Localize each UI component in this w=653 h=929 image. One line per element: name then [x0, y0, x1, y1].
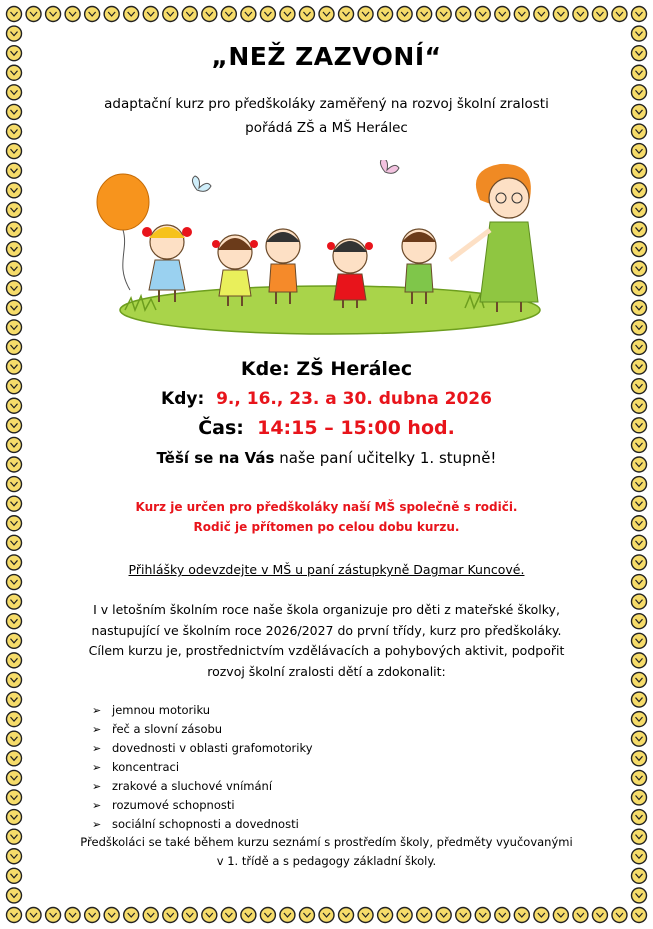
clock-border-icon	[475, 7, 490, 22]
closing-line: Předškoláci se také během kurzu seznámí s prostředím školy, předměty vyučovanými	[80, 835, 573, 849]
paragraph-line: Cílem kurzu je, prostřednictvím vzdělávacích a pohybových aktivit, podpořit	[88, 643, 565, 658]
clock-border-icon	[7, 731, 22, 746]
clock-border-icon	[632, 261, 647, 276]
clock-border-icon	[26, 7, 41, 22]
child-figure	[212, 235, 258, 306]
arrow-bullet-icon: ➢	[92, 723, 102, 736]
clock-border-icon	[514, 908, 529, 923]
clock-border-icon	[65, 7, 80, 22]
arrow-bullet-icon: ➢	[92, 704, 102, 717]
clock-border-icon	[592, 7, 607, 22]
clock-border-icon	[241, 908, 256, 923]
child-figure	[327, 239, 373, 308]
clock-border-icon	[7, 810, 22, 825]
clock-border-icon	[436, 7, 451, 22]
clock-border-icon	[632, 163, 647, 178]
clock-border-icon	[553, 908, 568, 923]
note-line-1: Kurz je určen pro předškoláky naší MŠ společně s rodiči.	[135, 500, 518, 514]
clock-border-icon	[632, 712, 647, 727]
clock-border-icon	[417, 7, 432, 22]
greeting-bold: Těší se na Vás	[156, 449, 275, 467]
clock-border-icon	[632, 300, 647, 315]
clock-border-icon	[475, 908, 490, 923]
clock-border-icon	[358, 7, 373, 22]
clock-border-icon	[221, 7, 236, 22]
clock-border-icon	[7, 26, 22, 41]
list-item: ➢ řeč a slovní zásobu	[92, 720, 313, 739]
children-illustration	[85, 160, 565, 340]
clock-border-icon	[124, 908, 139, 923]
clock-border-icon	[612, 908, 627, 923]
paragraph-line: nastupující ve školním roce 2026/2027 do první třídy, kurz pro předškoláky.	[91, 622, 562, 638]
clock-border-icon	[632, 770, 647, 785]
clock-border-icon	[299, 908, 314, 923]
clock-border-icon	[514, 7, 529, 22]
clock-border-icon	[358, 908, 373, 923]
time-value: 14:15 – 15:00 hod.	[257, 417, 455, 439]
list-item: ➢ koncentraci	[92, 758, 313, 777]
where-line	[0, 358, 653, 380]
clock-border-icon	[592, 908, 607, 923]
clock-border-icon	[202, 7, 217, 22]
clock-border-icon	[299, 7, 314, 22]
clock-border-icon	[7, 339, 22, 354]
list-item: ➢ zrakové a sluchové vnímání	[92, 777, 313, 796]
clock-border-icon	[632, 477, 647, 492]
clock-border-icon	[124, 7, 139, 22]
clock-border-icon	[280, 7, 295, 22]
clock-border-icon	[632, 144, 647, 159]
clock-border-icon	[241, 7, 256, 22]
clock-border-icon	[632, 339, 647, 354]
clock-border-icon	[143, 908, 158, 923]
clock-border-icon	[632, 222, 647, 237]
clock-border-icon	[7, 261, 22, 276]
clock-border-icon	[495, 908, 510, 923]
clock-border-icon	[7, 300, 22, 315]
clock-border-icon	[319, 7, 334, 22]
closing-paragraph	[0, 833, 653, 871]
time-line	[0, 417, 653, 439]
list-item: ➢ rozumové schopnosti	[92, 796, 313, 815]
clock-border-icon	[456, 908, 471, 923]
arrow-bullet-icon: ➢	[92, 761, 102, 774]
clock-border-icon	[7, 320, 22, 335]
clock-border-icon	[632, 692, 647, 707]
paragraph-line: rozvoj školní zralosti dětí a zdokonalit:	[207, 663, 446, 679]
clock-border-icon	[632, 7, 647, 22]
registration-line	[0, 562, 653, 577]
clock-border-icon	[632, 888, 647, 903]
time-label: Čas:	[198, 417, 244, 439]
clock-border-icon	[632, 535, 647, 550]
arrow-bullet-icon: ➢	[92, 742, 102, 755]
clock-border-icon	[7, 770, 22, 785]
intro-paragraph	[0, 600, 653, 682]
clock-border-icon	[202, 908, 217, 923]
note-line-2: Rodič je přítomen po celou dobu kurzu.	[193, 520, 460, 534]
clock-border-icon	[65, 908, 80, 923]
clock-border-icon	[534, 908, 549, 923]
subtitle-line-1: adaptační kurz pro předškoláky zaměřený na rozvoj školní zralosti	[104, 96, 549, 112]
clock-border-icon	[495, 7, 510, 22]
clock-border-icon	[46, 908, 61, 923]
clock-border-icon	[260, 7, 275, 22]
butterfly-icon	[380, 160, 399, 173]
clock-border-icon	[7, 222, 22, 237]
clock-border-icon	[46, 7, 61, 22]
clock-border-icon	[397, 908, 412, 923]
clock-border-icon	[280, 908, 295, 923]
clock-border-icon	[632, 908, 647, 923]
greeting-line	[0, 449, 653, 467]
clock-border-icon	[163, 7, 178, 22]
clock-border-icon	[378, 7, 393, 22]
clock-border-icon	[7, 908, 22, 923]
clock-border-icon	[26, 908, 41, 923]
when-line	[0, 389, 653, 409]
clock-border-icon	[632, 810, 647, 825]
clock-border-icon	[632, 242, 647, 257]
clock-border-icon	[85, 7, 100, 22]
clock-border-icon	[553, 7, 568, 22]
poster-title: „NEŽ ZAZVONÍ“	[211, 42, 442, 71]
clock-border-icon	[632, 26, 647, 41]
teacher-figure	[450, 164, 538, 312]
clock-border-icon	[534, 7, 549, 22]
list-item: ➢ jemnou motoriku	[92, 701, 313, 720]
clock-border-icon	[7, 477, 22, 492]
when-label: Kdy:	[161, 389, 205, 409]
clock-border-icon	[573, 7, 588, 22]
clock-border-icon	[7, 163, 22, 178]
closing-line: v 1. třídě a s pedagogy základní školy.	[216, 854, 437, 868]
clock-border-icon	[632, 183, 647, 198]
clock-border-icon	[319, 908, 334, 923]
clock-border-icon	[456, 7, 471, 22]
child-figure	[142, 225, 192, 302]
clock-border-icon	[632, 320, 647, 335]
clock-border-icon	[339, 7, 354, 22]
clock-border-icon	[104, 7, 119, 22]
where-value: ZŠ Herálec	[296, 358, 413, 380]
clock-border-icon	[7, 7, 22, 22]
where-label: Kde:	[240, 358, 290, 380]
registration-text: Přihlášky odevzdejte v MŠ u paní zástupkyně Dagmar Kuncové.	[128, 562, 525, 577]
clock-border-icon	[7, 183, 22, 198]
clock-border-icon	[612, 7, 627, 22]
clock-border-icon	[7, 888, 22, 903]
clock-border-icon	[7, 281, 22, 296]
clock-border-icon	[104, 908, 119, 923]
list-item: ➢ sociální schopnosti a dovednosti	[92, 815, 313, 834]
clock-border-icon	[397, 7, 412, 22]
clock-border-icon	[632, 731, 647, 746]
subtitle-line-2: pořádá ZŠ a MŠ Herálec	[245, 120, 408, 136]
arrow-bullet-icon: ➢	[92, 799, 102, 812]
clock-border-icon	[632, 281, 647, 296]
clock-border-icon	[7, 144, 22, 159]
clock-border-icon	[143, 7, 158, 22]
paragraph-line: I v letošním školním roce naše škola organizuje pro děti z mateřské školky,	[93, 602, 560, 617]
greeting-rest: naše paní učitelky 1. stupně!	[279, 449, 497, 467]
clock-border-icon	[163, 908, 178, 923]
clock-border-icon	[7, 535, 22, 550]
clock-border-icon	[632, 751, 647, 766]
clock-border-icon	[7, 242, 22, 257]
when-value: 9., 16., 23. a 30. dubna 2026	[216, 389, 492, 409]
clock-border-icon	[260, 908, 275, 923]
clock-border-icon	[378, 908, 393, 923]
skills-list	[92, 701, 313, 834]
clock-border-icon	[221, 908, 236, 923]
butterfly-icon	[192, 176, 211, 191]
clock-border-icon	[436, 908, 451, 923]
clock-border-icon	[182, 7, 197, 22]
clock-border-icon	[7, 202, 22, 217]
clock-border-icon	[339, 908, 354, 923]
arrow-bullet-icon: ➢	[92, 780, 102, 793]
list-item: ➢ dovednosti v oblasti grafomotoriky	[92, 739, 313, 758]
clock-border-icon	[632, 202, 647, 217]
clock-border-icon	[573, 908, 588, 923]
clock-border-icon	[417, 908, 432, 923]
clock-border-icon	[182, 908, 197, 923]
balloon-icon	[97, 174, 149, 290]
clock-border-icon	[7, 692, 22, 707]
arrow-bullet-icon: ➢	[92, 818, 102, 831]
clock-border-icon	[7, 751, 22, 766]
clock-border-icon	[7, 712, 22, 727]
clock-border-icon	[7, 790, 22, 805]
clock-border-icon	[632, 790, 647, 805]
clock-border-icon	[85, 908, 100, 923]
